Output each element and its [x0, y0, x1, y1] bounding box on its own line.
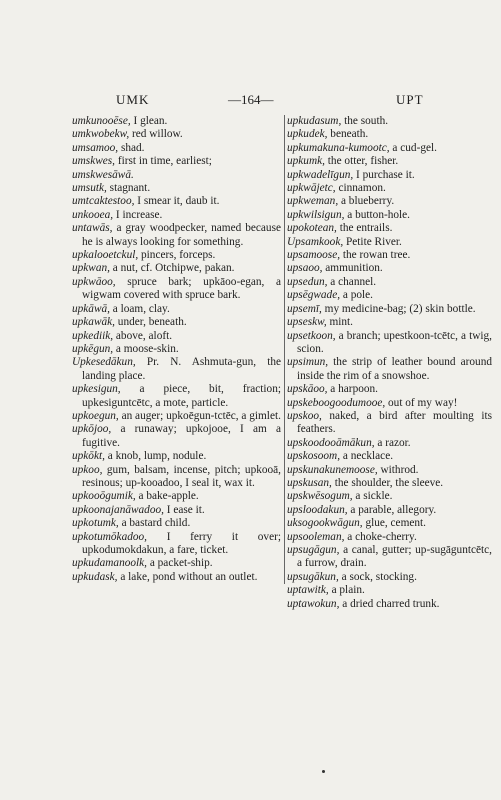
entry-definition: a bake-apple. — [135, 490, 199, 503]
entry-definition: I increase. — [113, 208, 163, 221]
entry-definition: a button-hole. — [344, 208, 411, 221]
entry-headword: upkawāk, — [72, 316, 115, 329]
entry-headword: upsaoo, — [287, 262, 323, 275]
dictionary-entry — [287, 464, 492, 477]
dictionary-entry — [287, 182, 492, 195]
entry-definition: the rowan tree. — [340, 249, 411, 262]
entry-headword: upskoo, — [287, 409, 322, 422]
entry-definition: ammunition. — [322, 262, 383, 275]
entry-headword: upkwājetc, — [287, 182, 336, 195]
dictionary-entry — [72, 423, 281, 450]
dictionary-entry — [287, 517, 492, 530]
entry-definition: cinnamon. — [335, 182, 386, 195]
entry-headword: Upsamkook, — [287, 235, 344, 248]
dictionary-entry — [287, 209, 492, 222]
entry-headword: Upkesedākun, — [72, 356, 136, 369]
entry-definition: first in time, earliest; — [115, 155, 212, 168]
dictionary-entry — [287, 195, 492, 208]
entry-definition: a plain. — [328, 584, 365, 597]
entry-headword: umkwobekw, — [72, 128, 130, 141]
dictionary-entry — [72, 262, 281, 275]
dictionary-entry — [72, 316, 281, 329]
entry-headword: upkwan, — [72, 262, 110, 275]
header-left-guideword: UMK — [116, 92, 150, 107]
entry-headword: unkooea, — [72, 208, 114, 221]
entry-definition: a gray woodpecker, named because he is always looking for something. — [82, 222, 281, 248]
entry-headword: upskeboogoodumooe, — [287, 396, 386, 409]
dictionary-entry — [287, 437, 492, 450]
entry-definition: a moose-skin. — [113, 342, 179, 355]
entry-headword: umskwesāwā. — [72, 168, 134, 181]
dictionary-entry — [287, 330, 492, 357]
dictionary-entry — [72, 303, 281, 316]
dictionary-entry — [72, 222, 281, 249]
entry-definition: the shoulder, the sleeve. — [331, 476, 444, 489]
entry-headword: upsemī, — [287, 302, 322, 315]
entry-definition: beneath. — [327, 128, 369, 141]
entry-headword: upkāwā, — [72, 302, 110, 315]
entry-headword: umsutk, — [72, 182, 107, 195]
dictionary-entry — [72, 343, 281, 356]
entry-headword: umtcaktestoo, — [72, 195, 135, 208]
dictionary-entry — [287, 115, 492, 128]
entry-definition: stagnant. — [106, 182, 151, 195]
dictionary-entry — [72, 182, 281, 195]
entry-headword: upkotumōkadoo, — [72, 530, 147, 543]
entry-definition: the otter, fisher. — [324, 155, 399, 168]
ink-speck — [322, 770, 325, 773]
entry-definition: a loam, clay. — [109, 302, 170, 315]
dictionary-entry — [72, 464, 281, 491]
entry-headword: upsloodakun, — [287, 503, 348, 516]
entry-definition: I purchase it. — [353, 168, 415, 181]
entry-headword: upkwilsigun, — [287, 208, 345, 221]
entry-headword: uksogookwāgun, — [287, 517, 363, 530]
entry-headword: upsooleman, — [287, 530, 345, 543]
page-header — [0, 92, 501, 110]
entry-headword: upsugākun, — [287, 570, 339, 583]
entry-headword: upkediik, — [72, 329, 114, 342]
entry-headword: upsamoose, — [287, 249, 341, 262]
entry-definition: a sock, stocking. — [338, 570, 417, 583]
dictionary-entry — [72, 356, 281, 383]
dictionary-entry — [287, 584, 492, 597]
entry-headword: upokotean, — [287, 222, 337, 235]
entry-headword: untawās, — [72, 222, 113, 235]
dictionary-entry — [287, 169, 492, 182]
dictionary-entry — [287, 477, 492, 490]
entry-headword: upkudek, — [287, 128, 328, 141]
dictionary-entry — [72, 504, 281, 517]
entry-headword: umsamoo, — [72, 141, 119, 154]
dictionary-entry — [287, 303, 492, 316]
entry-headword: upskāoo, — [287, 383, 328, 396]
entry-headword: upsimun, — [287, 356, 329, 369]
entry-headword: upkoonajanāwadoo, — [72, 503, 164, 516]
entry-headword: upkotumk, — [72, 517, 119, 530]
entry-definition: a canal, gutter; up-sugāguntcētc, a furrow, drain. — [297, 544, 492, 570]
entry-headword: upkooōgumik, — [72, 490, 136, 503]
dictionary-entry — [72, 557, 281, 570]
entry-definition: I glean. — [130, 115, 168, 127]
dictionary-entry — [287, 490, 492, 503]
entry-headword: upskoodooāmākun, — [287, 436, 375, 449]
entry-headword: upkoegun, — [72, 409, 119, 422]
entry-headword: upsetkoon, — [287, 329, 336, 342]
dictionary-entry — [72, 276, 281, 303]
entry-definition: a choke-cherry. — [344, 530, 417, 543]
dictionary-entry — [287, 316, 492, 329]
entry-headword: upkudamanoolk, — [72, 557, 147, 570]
entry-definition: I smear it, daub it. — [134, 195, 220, 208]
entry-definition: a lake, pond without an outlet. — [117, 570, 258, 583]
entry-headword: upkwadelīgun, — [287, 168, 354, 181]
dictionary-entry — [72, 531, 281, 558]
entry-headword: upskunakunemoose, — [287, 463, 378, 476]
dictionary-entry — [287, 544, 492, 571]
entry-headword: upkudasum, — [287, 115, 342, 127]
dictionary-entry — [72, 330, 281, 343]
dictionary-entry — [72, 128, 281, 141]
entry-headword: upskusan, — [287, 476, 332, 489]
entry-headword: upkwāoo, — [72, 275, 116, 288]
entry-definition: under, beneath. — [114, 316, 187, 329]
dictionary-entry — [72, 209, 281, 222]
entry-definition: I ferry it over; upkodumokdakun, a fare, ticket. — [82, 530, 281, 556]
entry-definition: withrod. — [377, 463, 419, 476]
entry-headword: uptawokun, — [287, 597, 340, 610]
page-number: —164— — [228, 92, 274, 107]
dictionary-entry — [287, 128, 492, 141]
dictionary-entry — [72, 517, 281, 530]
entry-headword: upsedun, — [287, 275, 328, 288]
entry-headword: upkōjoo, — [72, 423, 112, 436]
entry-definition: a razor. — [374, 436, 411, 449]
dictionary-entry — [287, 276, 492, 289]
dictionary-entry — [287, 598, 492, 611]
header-right-guideword: UPT — [396, 92, 424, 107]
entry-definition: the south. — [341, 115, 389, 127]
entry-definition: out of my way! — [385, 396, 458, 409]
entry-definition: a parable, allegory. — [347, 503, 437, 516]
entry-definition: a necklace. — [340, 450, 394, 463]
entry-definition: a runaway; upkojooe, I am a fugitive. — [82, 423, 281, 449]
entry-definition: an auger; upkoēgun-tctēc, a gimlet. — [118, 409, 281, 422]
entry-definition: a sickle. — [352, 490, 393, 503]
entry-definition: a dried charred trunk. — [339, 597, 440, 610]
right-column — [287, 115, 492, 611]
dictionary-entry — [72, 490, 281, 503]
entry-headword: upseskw, — [287, 316, 327, 329]
entry-definition: a channel. — [327, 275, 377, 288]
dictionary-entry — [72, 115, 281, 128]
entry-definition: a packet-ship. — [147, 557, 213, 570]
dictionary-entry — [287, 504, 492, 517]
dictionary-entry — [287, 155, 492, 168]
entry-headword: upskosoom, — [287, 450, 341, 463]
dictionary-entry — [72, 383, 281, 410]
entry-headword: upkoo, — [72, 463, 103, 476]
entry-headword: umskwes, — [72, 155, 115, 168]
dictionary-entry — [287, 236, 492, 249]
entry-headword: upkumk, — [287, 155, 325, 168]
dictionary-entry — [72, 195, 281, 208]
entry-headword: upkumakuna-kumootc, — [287, 141, 390, 154]
entry-definition: Pr. N. Ashmuta-gun, the landing place. — [82, 356, 281, 382]
entry-definition: mint. — [326, 316, 354, 329]
entry-definition: the entrails. — [336, 222, 393, 235]
dictionary-entry — [287, 142, 492, 155]
entry-definition: a harpoon. — [327, 383, 378, 396]
entry-definition: the strip of leather bound around inside the rim of a snowshoe. — [297, 356, 492, 382]
entry-headword: upkōkt, — [72, 450, 105, 463]
entry-headword: upkudask, — [72, 570, 118, 583]
dictionary-entry — [287, 410, 492, 437]
entry-headword: upskwēsogum, — [287, 490, 353, 503]
entry-headword: upkēgun, — [72, 342, 114, 355]
dictionary-entry — [72, 155, 281, 168]
dictionary-entry — [72, 450, 281, 463]
dictionary-entry — [72, 410, 281, 423]
entry-definition: a pole. — [340, 289, 373, 302]
entry-definition: gum, balsam, incense, pitch; upkooā, resinous; up-kooadoo, I seal it, wax it. — [82, 463, 281, 489]
dictionary-entry — [72, 169, 281, 182]
entry-definition: shad. — [118, 141, 145, 154]
entry-headword: umkunooēse, — [72, 115, 131, 127]
entry-headword: uptawitk, — [287, 584, 329, 597]
entry-headword: upkalooetckul, — [72, 249, 139, 262]
entry-definition: a branch; upestkoon-tcētc, a twig, scion. — [297, 329, 492, 355]
entry-definition: a nut, cf. Otchipwe, pakan. — [109, 262, 235, 275]
dictionary-entry — [287, 262, 492, 275]
dictionary-entry — [287, 249, 492, 262]
entry-definition: my medicine-bag; (2) skin bottle. — [321, 302, 476, 315]
entry-definition: above, aloft. — [113, 329, 173, 342]
dictionary-entry — [72, 571, 281, 584]
dictionary-entry — [287, 397, 492, 410]
dictionary-entry — [287, 289, 492, 302]
entry-headword: upkesigun, — [72, 383, 121, 396]
entry-definition: spruce bark; upkāoo-egan, a wigwam covered with spruce bark. — [82, 275, 281, 302]
entry-definition: a blueberry. — [338, 195, 395, 208]
entry-definition: a knob, lump, nodule. — [104, 450, 207, 463]
entry-definition: a cud-gel. — [389, 141, 437, 154]
entry-definition: a piece, bit, fraction; upkesiguntcētc, a mote, particle. — [82, 383, 281, 409]
dictionary-entry — [72, 142, 281, 155]
entry-headword: upsēgwade, — [287, 289, 341, 302]
dictionary-entry — [287, 571, 492, 584]
entry-headword: upkweman, — [287, 195, 339, 208]
entry-definition: pincers, forceps. — [138, 249, 216, 262]
dictionary-entry — [72, 249, 281, 262]
entry-definition: naked, a bird after moulting its feathers. — [297, 409, 492, 436]
dictionary-entry — [287, 531, 492, 544]
entry-definition: I ease it. — [163, 503, 205, 516]
dictionary-entry — [287, 383, 492, 396]
entry-definition: red willow. — [129, 128, 183, 141]
dictionary-entry — [287, 450, 492, 463]
dictionary-entry — [287, 356, 492, 383]
entry-headword: upsugāgun, — [287, 544, 340, 556]
entry-definition: Petite River. — [343, 235, 402, 248]
entry-definition: a bastard child. — [118, 517, 191, 530]
entry-definition: glue, cement. — [362, 517, 426, 530]
left-column — [72, 115, 285, 584]
dictionary-entry — [287, 222, 492, 235]
